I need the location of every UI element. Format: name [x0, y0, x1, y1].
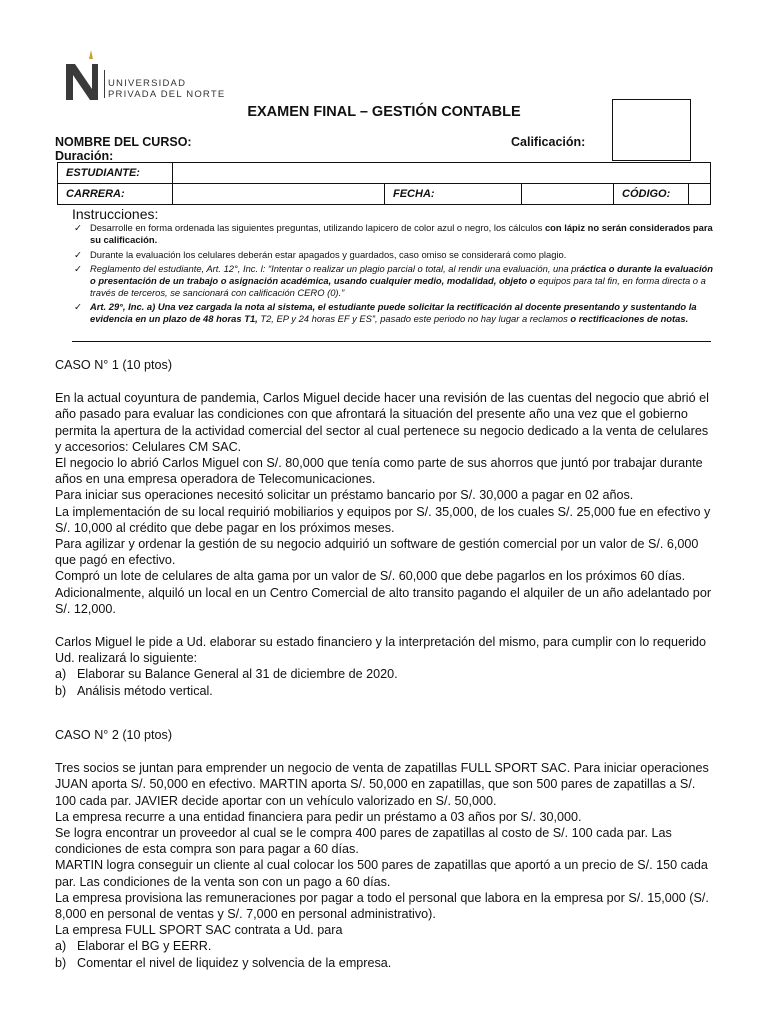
- course-label: NOMBRE DEL CURSO:: [55, 135, 192, 149]
- logo-line-1: UNIVERSIDAD: [108, 78, 187, 89]
- career-field[interactable]: [173, 184, 385, 205]
- check-icon: ✓: [74, 222, 82, 233]
- case-1-p3: Para iniciar sus operaciones necesitó solicitar un préstamo bancario por S/. 30,000 a pagar en 02 años.: [55, 488, 634, 503]
- case-2-p1: Tres socios se juntan para emprender un negocio de venta de zapatillas FULL SPORT SAC. Para iniciar operaciones JUAN aporta S/. 50,000 en efectivo. MARTIN aporta S/. 50,000 en zapatillas, que son 500 pares de zapatillas a S/. 100 cada par. JAVIER decide aportar con un vehículo valorizado en S/. 50,000.: [55, 761, 709, 808]
- instruction-3-text: Reglamento del estudiante, Art. 12°, Inc. l: “Intentar o realizar un plagio parcial o total, al rendir una evaluación, una pr: [90, 262, 580, 274]
- code-field[interactable]: [689, 184, 711, 205]
- instruction-4-text: T2, EP y 24 horas EF y ES”, pasado este periodo no hay lugar a reclamos: [257, 313, 568, 325]
- case-1-heading: CASO N° 1 (10 ptos): [55, 358, 173, 372]
- grade-label: Calificación:: [511, 135, 586, 149]
- case-2-p4: MARTIN logra conseguir un cliente al cual colocar los 500 pares de zapatillas que aportó a un precio de S/. 150 cada par. Las condiciones de la venta son con un pago a 60 días.: [55, 858, 708, 889]
- task-b-marker: b): [55, 683, 67, 698]
- task-b-text: Comentar el nivel de liquidez y solvencia de la empresa.: [77, 955, 392, 970]
- student-field[interactable]: [173, 163, 711, 184]
- task-a-text: Elaborar el BG y EERR.: [77, 939, 212, 954]
- instruction-4-bold: Art. 29°, Inc. a) Una vez cargada la nota al sistema, el estudiante puede solicitar la rectificación al docente presentando y sustentando la evidencia en un plazo de 48 horas T1,: [90, 300, 697, 325]
- case-1-task-a: [55, 666, 715, 682]
- task-a-text: Elaborar su Balance General al 31 de diciembre de 2020.: [77, 667, 398, 682]
- logo-mark-icon: [62, 50, 108, 102]
- task-a-marker: a): [55, 667, 67, 682]
- case-2: [55, 727, 715, 971]
- grade-box: [612, 99, 691, 161]
- case-2-p2: La empresa recurre a una entidad financiera para pedir un préstamo a 03 años por S/. 30,000.: [55, 809, 582, 824]
- instruction-item: [74, 301, 714, 326]
- case-1-p1: En la actual coyuntura de pandemia, Carlos Miguel decide hacer una revisión de las cuentas del negocio que abrió el año pasado para evaluar las condiciones con que afrontará la situación del presente año una vez que el gobierno permita la apertura de la actividad comercial del sector al cual pertenece su negocio dedicado a la venta de celulares y accesorios: Celulares CM SAC.: [55, 391, 709, 454]
- instructions-list: [74, 222, 714, 325]
- instruction-4-end: o rectificaciones de notas.: [567, 313, 689, 325]
- case-1-task-b: [55, 683, 715, 699]
- check-icon: ✓: [74, 300, 82, 312]
- check-icon: ✓: [74, 248, 82, 260]
- instruction-3-bold: áctica o durante la evaluación o presentación de un trabajo o asignación académica, usando cualquier medio, modalidad, objeto o: [90, 262, 714, 287]
- check-icon: ✓: [74, 262, 82, 274]
- logo-line-2: PRIVADA DEL NORTE: [108, 89, 226, 100]
- case-2-p3: Se logra encontrar un proveedor al cual se le compra 400 pares de zapatillas al costo de S/. 100 cada par. Las condiciones de esta compra son para pagar a 60 días.: [55, 826, 672, 857]
- instruction-item: [74, 249, 714, 261]
- task-a-marker: a): [55, 939, 67, 954]
- case-2-heading: CASO N° 2 (10 ptos): [55, 728, 173, 742]
- task-b-marker: b): [55, 955, 67, 970]
- case-1-p6: Compró un lote de celulares de alta gama por un valor de S/. 60,000 que debe pagarlos en los próximos 60 días.: [55, 569, 686, 584]
- instructions-heading: Instrucciones:: [72, 206, 159, 222]
- case-1: [55, 357, 715, 699]
- career-row: [58, 184, 711, 205]
- case-1-p2: El negocio lo abrió Carlos Miguel con S/. 80,000 que tenía como parte de sus ahorros que juntó por trabajar durante años en una empresa operadora de Telecomunicaciones.: [55, 456, 703, 487]
- case-2-p5: La empresa provisiona las remuneraciones por pagar a todo el personal que labora en la empresa por S/. 15,000 (S/. 8,000 en personal de ventas y S/. 7,000 en personal administrativo).: [55, 890, 709, 922]
- duration-label: Duración:: [55, 149, 114, 163]
- logo-text: [108, 78, 225, 100]
- case-2-p6: La empresa FULL SPORT SAC contrata a Ud. para: [55, 923, 343, 938]
- instructions-divider: [72, 341, 711, 342]
- case-2-task-a: [55, 938, 715, 954]
- case-2-task-b: [55, 955, 715, 971]
- student-info-table: [57, 162, 711, 205]
- instruction-1-text: Desarrolle en forma ordenada las siguientes preguntas, utilizando lapicero de color azul o negro, los cálculos: [90, 222, 545, 233]
- instruction-item: [74, 263, 714, 300]
- student-label: ESTUDIANTE:: [58, 163, 173, 184]
- date-label: FECHA:: [385, 184, 522, 205]
- date-field[interactable]: [522, 184, 614, 205]
- case-1-p8: Carlos Miguel le pide a Ud. elaborar su estado financiero y la interpretación del mismo, para cumplir con lo requerido Ud. realizará lo siguiente:: [55, 635, 707, 666]
- career-label: CARRERA:: [58, 184, 173, 205]
- student-row: [58, 163, 711, 184]
- instruction-3-end: equipos para tal fin, en forma directa o a través de terceros, se sancionará con calificación CERO (0).”: [90, 275, 706, 299]
- case-1-p4: La implementación de su local requirió mobiliarios y equipos por S/. 35,000, de los cuales S/. 25,000 fue en efectivo y S/. 10,000 al crédito que debe pagar en los próximos meses.: [55, 504, 711, 535]
- instruction-1-bold: con lápiz no serán considerados para su calificación.: [90, 222, 713, 246]
- case-1-p7: Adicionalmente, alquiló un local en un Centro Comercial de alto transito pagando el alquiler de un año adelantado por S/. 12,000.: [55, 585, 712, 616]
- code-label: CÓDIGO:: [614, 184, 689, 205]
- instruction-item: [74, 222, 714, 247]
- case-1-p5: Para agilizar y ordenar la gestión de su negocio adquirió un software de gestión comercial por un valor de S/. 6,000 que pagó en efectivo.: [55, 537, 699, 568]
- instruction-2-text: Durante la evaluación los celulares deberán estar apagados y guardados, caso omiso se considerará como plagio.: [90, 248, 567, 260]
- task-b-text: Análisis método vertical.: [77, 683, 213, 698]
- exam-title: EXAMEN FINAL – GESTIÓN CONTABLE: [247, 104, 521, 120]
